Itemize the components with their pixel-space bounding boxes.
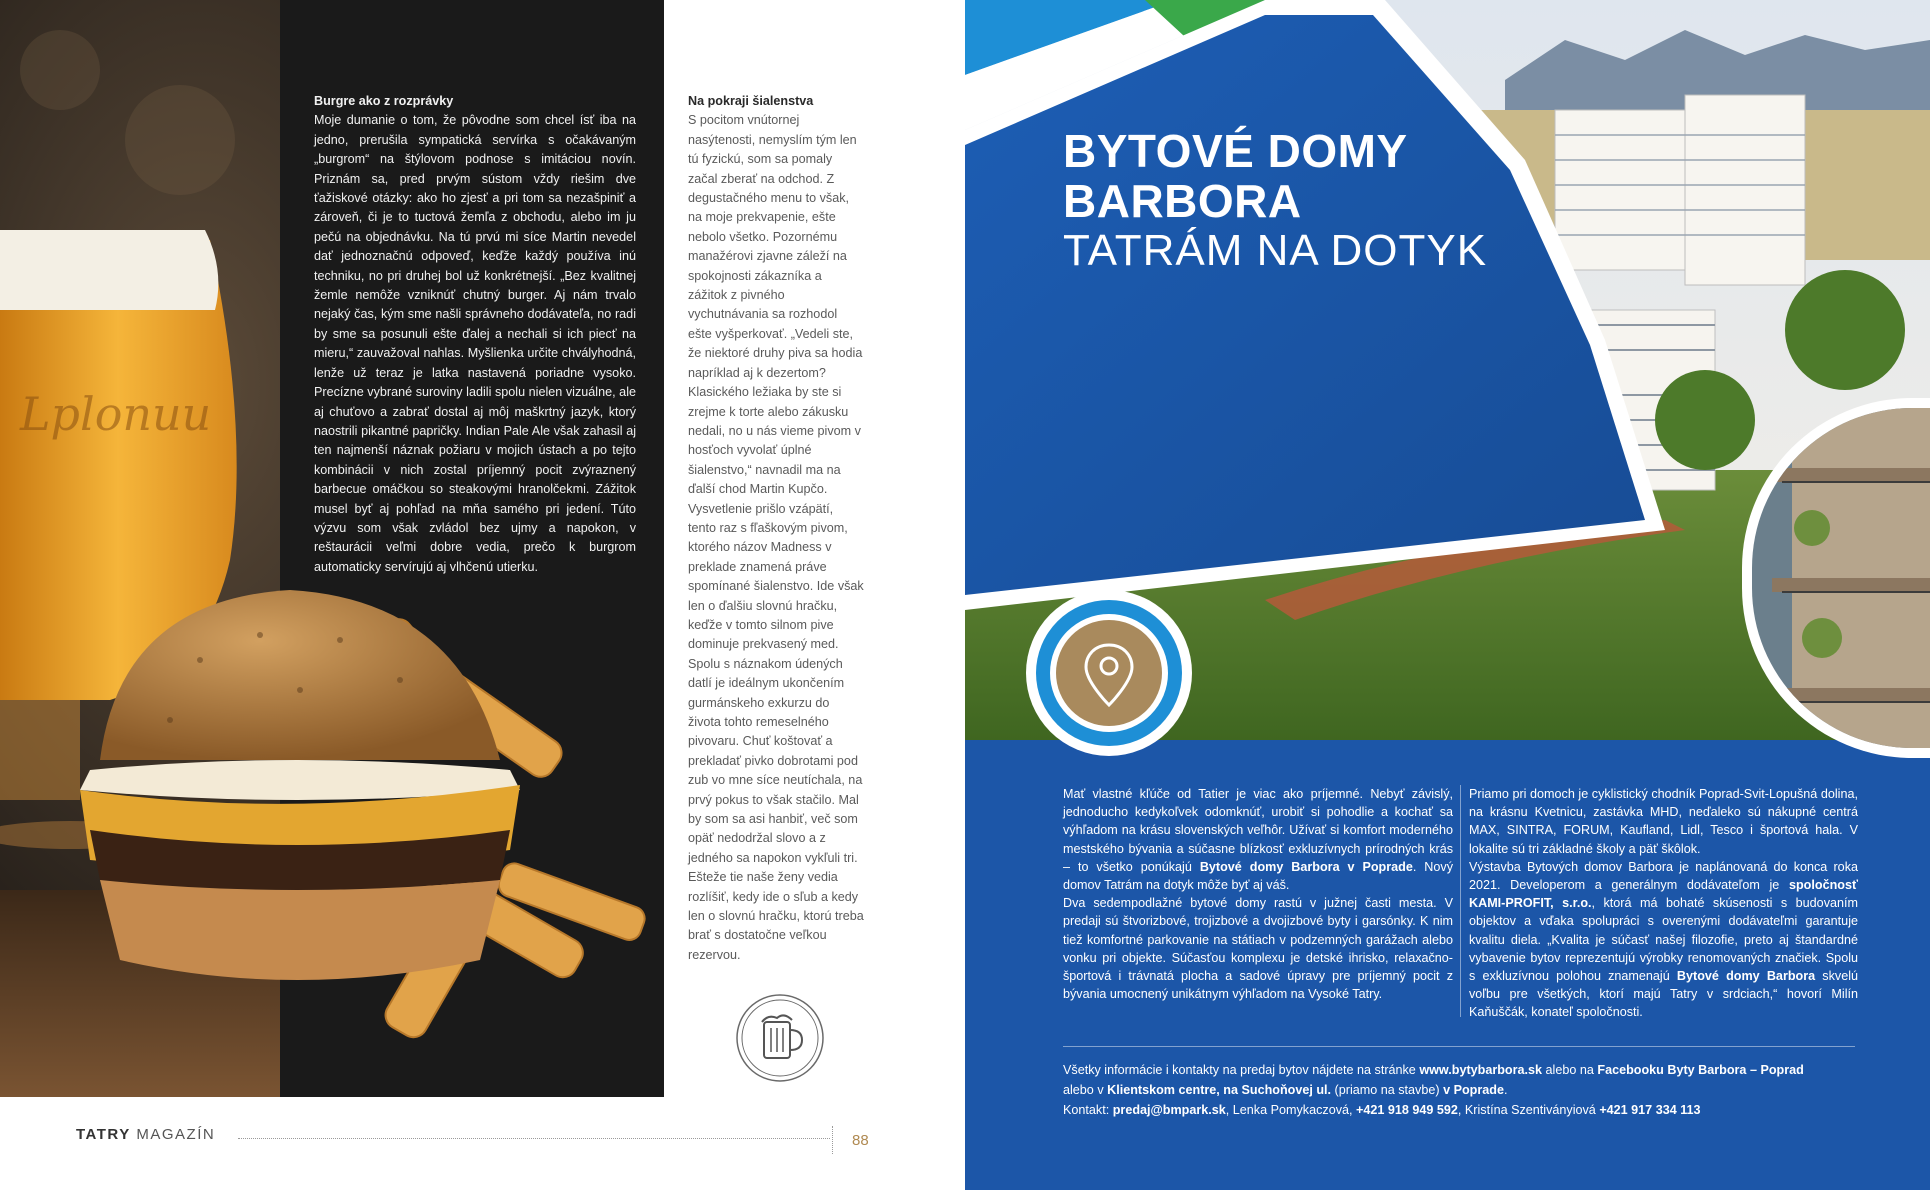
facebook-link[interactable]: Facebooku Byty Barbora – Poprad xyxy=(1597,1063,1804,1077)
column1-heading: Burgre ako z rozprávky xyxy=(314,94,454,108)
col1-p1-text: Mať vlastné kľúče od Tatier je viac ako príjemné. Nebyť závislý, jednoducho kedykoľvek odomknúť, urobiť si pohodlie a kochať sa výhľadom na krásu slovenských veľhôr. Užívať si komfort moderného mestského bývania a súčasne blízkosť exkluzívnych prírodných krás – to všetko ponúkajú xyxy=(1063,787,1453,874)
contact-line-3 xyxy=(1063,1100,1863,1120)
col2-p2-bold: spoločnosť KAMI-PROFIT, s.r.o. xyxy=(1469,878,1858,911)
col1-p1-end: . Nový domov Tatrám na dotyk môže byť aj váš. xyxy=(1063,859,1453,893)
contact-block xyxy=(1063,1060,1863,1120)
beer-mug-icon xyxy=(734,992,826,1084)
brand-light: MAGAZÍN xyxy=(130,1126,216,1143)
contact-period: . xyxy=(1503,1083,1508,1097)
footer-divider xyxy=(238,1138,830,1139)
brand-bold: TATRY xyxy=(76,1126,131,1143)
column2-heading: Na pokraji šialenstva xyxy=(688,94,814,108)
glass-brand-text: Lplonuu xyxy=(20,387,212,441)
column1-body: Moje dumanie o tom, že pôvodne som chcel ísť iba na jedno, prerušila sympatická servírka s očakávaným „burgrom“ na štýlovom podnose s imitáciou novín. Priznám sa, pred prvým sústom vždy riešim dve ťažiskové otázky: ako ho zjesť a pri tom sa nezašpiniť a zároveň, či je to tuctová žemľa z obchodu, alebo im ju pečú na objednávku. Na tú prvú mi síce Martin nevedel dať jednoznačnú odpoveď, keďže každý používa inú techniku, no pri druhej bol už konkrétnejší. „Bez kvalitnej žemle nemôže vzniknúť chutný burger. Aj nám trvalo nejaký čas, kým sme našli správneho dodávateľa, no radi by sme sa posunuli ešte ďalej a nechali si ich piecť na mieru,“ zauvažoval nahlas. Myšlienka určite chvályhodná, lenže už teraz je latka nastavená poriadne vysoko. Precízne vybrané suroviny ladili spolu nielen vizuálne, ale aj chuťovo a zabrať dostal aj môj maškrtný jazyk, ktorý naostrili pikantné papričky. Indian Pale Ale však zahasil aj ten najmenší náznak požiaru v mojich ústach a po tejto kombinácii v nich zostal príjemný pocit zvýraznený barbecue omáčkou so steakovými hranolčekmi. Zážitok musel byť aj pohľad na mňa samého pri jedení. Túto výzvu som však zvládol bez ujmy a napokon, v reštaurácii veľmi dobre vedia, prečo k burgrom automaticky servírujú aj vlhčenú utierku. xyxy=(314,113,636,574)
contact-city: v Poprade xyxy=(1443,1083,1504,1097)
contact-label: Kontakt: xyxy=(1063,1103,1113,1117)
contact-onsite: (priamo na stavbe) xyxy=(1331,1083,1444,1097)
column-divider xyxy=(1460,785,1461,1017)
advert-column-2 xyxy=(1469,785,1858,1022)
contact-person-2: , Kristína Szentiványiová xyxy=(1457,1103,1600,1117)
col2-p2-end: skvelú voľbu pre všetkých, ktorí majú Tatry v srdciach,“ hovorí Milín Kaňuščák, konateľ spoločnosti. xyxy=(1469,969,1859,1020)
contact-line-2 xyxy=(1063,1080,1863,1100)
headline-line-2: BARBORA xyxy=(1063,175,1302,227)
contact-or-in: alebo v xyxy=(1063,1083,1108,1097)
magazine-brand xyxy=(76,1126,215,1143)
article-column-1 xyxy=(314,92,636,577)
footer-vertical-divider xyxy=(832,1126,833,1154)
email-link[interactable]: predaj@bmpark.sk xyxy=(1112,1103,1226,1117)
advert-column-1 xyxy=(1063,785,1453,1003)
col1-p1-bold: Bytové domy Barbora v Poprade xyxy=(1199,859,1413,874)
location-pin-icon xyxy=(1081,642,1137,708)
contact-line-1 xyxy=(1063,1060,1863,1080)
col2-p2-mid: , ktorá má bohaté skúsenosti s budovaním objektov a vďaka spolupráci s overenými dodávateľmi garantuje kvalitu diela. „Kvalita je súčasť našej filozofie, preto aj štandardné vybavenie bytov reprezentujú výrobky renomovaných značiek. Spolu s exkluzívnou polohou znamenajú xyxy=(1469,896,1858,984)
contact-person-1: , Lenka Pomykaczová, xyxy=(1225,1103,1356,1117)
website-link[interactable]: www.bytybarbora.sk xyxy=(1419,1063,1543,1077)
article-column-2 xyxy=(688,92,864,965)
headline-line-1: BYTOVÉ DOMY xyxy=(1063,125,1408,177)
headline-subtitle: TATRÁM NA DOTYK xyxy=(1063,226,1488,275)
col2-p2-bold2: Bytové domy Barbora xyxy=(1676,969,1816,984)
col2-p1-text: Priamo pri domoch je cyklistický chodník Poprad-Svit-Lopušná dolina, na krásnu Kvetnicu, zastávka MHD, neďaleko sú nákupné centrá MAX, SINTRA, FORUM, Kaufland, Lidl, Tesco i športová hala. V lokalite sú tri základné školy a päť škôlok. xyxy=(1469,787,1858,856)
page-number: 88 xyxy=(852,1132,869,1149)
client-centre: Klientskom centre, na Suchoňovej ul. xyxy=(1107,1083,1332,1097)
column2-body: S pocitom vnútornej nasýtenosti, nemyslím tým len tú fyzickú, som sa pomaly začal zberať na odchod. Z degustačného menu to však, na moje prekvapenie, ešte nebolo všetko. Pozornému manažérovi zjavne záleží na spokojnosti zákazníka a zážitok z pivného vychutnávania sa rozhodol ešte vyšperkovať. „Vedeli ste, že niektoré druhy piva sa hodia napríklad aj k dezertom? Klasického ležiaka by ste si zrejme k torte alebo zákusku nedali, no u nás vieme pivom v hosťoch vyvolať úplné šialenstvo,“ navnadil ma na ďalší chod Martin Kupčo. Vysvetlenie prišlo vzápätí, tento raz s fľaškovým pivom, ktorého názov Madness v preklade znamená práve spomínané šialenstvo. Ide však len o ďalšiu slovnú hračku, keďže v tomto silnom pive dominuje prekvasený med. Spolu s náznakom údených datlí je ideálnym ukončením gurmánskeho exkurzu do života tohto remeselného pivovaru. Chuť koštovať a prekladať pivko dobrotami pod zub vo mne síce neutíchala, na prvý pokus to však stačilo. Mal by som sa asi hanbiť, več som opäť nedodržal slovo a z jedného sa napokon vykľuli tri. Ešteže tie naše ženy vedia rozlíšiť, kedy ide o sľub a kedy len o slovnú hračku, ktorú treba brať s dostatočne veľkou rezervou. xyxy=(688,113,864,962)
col1-p2-text: Dva sedempodlažné bytové domy rastú v južnej časti mesta. V predaji sú štvorizbové, trojizbové a dvojizbové byty i garsónky. K nim tiež komfortné parkovanie na státiach v podzemných garážach alebo vonku pri objekte. Súčasťou komplexu je detské ihrisko, relaxačno-športová i trávnatá plocha a sadové úpravy pre príjemný pocit z bývania umocnený unikátnym výhľadom na Vysoké Tatry. xyxy=(1063,896,1453,1002)
burger-photo xyxy=(80,580,660,1040)
col2-p2-text: Výstavba Bytových domov Barbora je naplánovaná do konca roka 2021. Developerom a generálnym dodávateľom je xyxy=(1469,859,1858,893)
contact-divider xyxy=(1063,1046,1855,1047)
phone-2[interactable]: +421 917 334 113 xyxy=(1599,1103,1701,1117)
contact-or: alebo na xyxy=(1542,1063,1598,1077)
phone-1[interactable]: +421 918 949 592 xyxy=(1356,1103,1458,1117)
contact-intro: Všetky informácie i kontakty na predaj bytov nájdete na stránke xyxy=(1063,1063,1420,1077)
